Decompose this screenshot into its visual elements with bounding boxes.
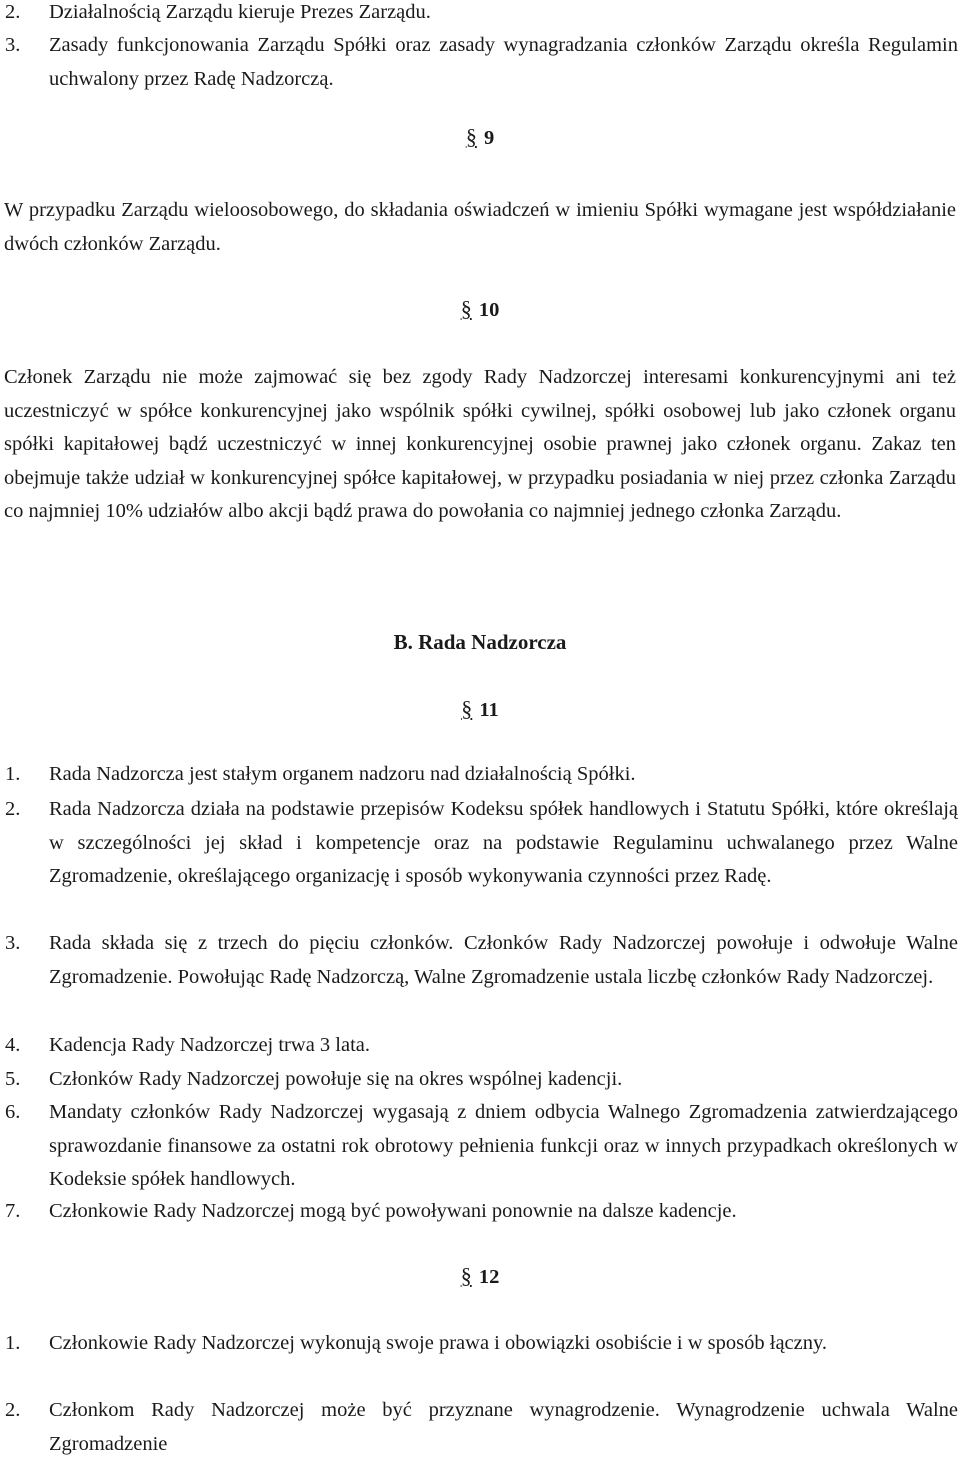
- list-item: [0, 1394, 958, 1461]
- paragraph-symbol: §: [465, 124, 477, 149]
- item-text: Rada Nadzorcza działa na podstawie przepisów Kodeksu spółek handlowych i Statutu Spółki, które określają w szczególności jej skład i kompetencje oraz na podstawie Regulaminu uchwalanego przez Walne Zgromadzenie, określającego organizację i sposób wykonywania czynności przez Radę.: [49, 798, 958, 887]
- list-item: [0, 0, 958, 30]
- list-item: [0, 1096, 958, 1197]
- section-number: 12: [478, 1266, 500, 1288]
- list-item: [0, 758, 958, 792]
- paragraph-text: W przypadku Zarządu wieloosobowego, do składania oświadczeń w imieniu Spółki wymagane jest współdziałanie dwóch członków Zarządu.: [4, 199, 956, 255]
- list-item: [0, 1195, 958, 1229]
- item-number: 3.: [5, 34, 21, 56]
- item-number: 1.: [5, 763, 21, 785]
- list-item: [0, 793, 958, 894]
- item-text: Rada Nadzorcza jest stałym organem nadzoru nad działalnością Spółki.: [49, 763, 636, 785]
- item-text: Członkowie Rady Nadzorczej mogą być powoływani ponownie na dalsze kadencje.: [49, 1200, 737, 1222]
- item-text: Rada składa się z trzech do pięciu członków. Członków Rady Nadzorczej powołuje i odwołuje Walne Zgromadzenie. Powołując Radę Nadzorczą, Walne Zgromadzenie ustala liczbę członków Rady Nadzorczej.: [49, 932, 958, 988]
- item-number: 1.: [5, 1332, 21, 1354]
- section-heading-10: [0, 296, 960, 322]
- item-text: Członkowie Rady Nadzorczej wykonują swoje prawa i obowiązki osobiście i w sposób łączny.: [49, 1332, 828, 1354]
- item-number: 3.: [5, 932, 21, 954]
- section-heading-9: [0, 124, 960, 150]
- item-text: Mandaty członków Rady Nadzorczej wygasają z dniem odbycia Walnego Zgromadzenia zatwierdzającego sprawozdanie finansowe za ostatni rok obrotowy pełnienia funkcji oraz w innych przypadkach określonych w Kodeksie spółek handlowych.: [49, 1101, 958, 1190]
- section-number: 9: [483, 127, 495, 149]
- section-heading-12: [0, 1263, 960, 1289]
- item-text: Kadencja Rady Nadzorczej trwa 3 lata.: [49, 1034, 371, 1056]
- section-number: 10: [478, 299, 500, 321]
- item-number: 2.: [5, 1399, 21, 1421]
- list-item: [0, 1029, 958, 1063]
- item-number: 4.: [5, 1034, 21, 1056]
- paragraph-symbol: §: [460, 296, 472, 321]
- item-number: 7.: [5, 1200, 21, 1222]
- section-heading-11: [0, 696, 960, 722]
- list-item: [0, 927, 958, 994]
- paragraph-symbol: §: [461, 696, 473, 721]
- item-number: 5.: [5, 1068, 21, 1090]
- list-item: [0, 29, 958, 96]
- item-number: 2.: [5, 1, 21, 23]
- item-number: 2.: [5, 798, 21, 820]
- list-item: [0, 1063, 958, 1097]
- item-text: Członkom Rady Nadzorczej może być przyznane wynagrodzenie. Wynagrodzenie uchwala Walne Zgromadzenie: [49, 1399, 958, 1455]
- paragraph-text: Członek Zarządu nie może zajmować się bez zgody Rady Nadzorczej interesami konkurencyjnymi ani też uczestniczyć w spółce konkurencyjnej jako wspólnik spółki cywilnej, spółki osobowej lub jako członek organu spółki kapitałowej bądź uczestniczyć w innej konkurencyjnej osobie prawnej jako członek organu. Zakaz ten obejmuje także udział w konkurencyjnej spółce kapitałowej, w przypadku posiadania w niej przez członka Zarządu co najmniej 10% udziałów albo akcji bądź prawa do powołania co najmniej jednego członka Zarządu.: [4, 366, 956, 522]
- paragraph-symbol: §: [460, 1263, 472, 1288]
- item-number: 6.: [5, 1101, 21, 1123]
- list-item: [0, 1327, 958, 1361]
- item-text: Zasady funkcjonowania Zarządu Spółki oraz zasady wynagradzania członków Zarządu określa Regulamin uchwalony przez Radę Nadzorczą.: [49, 34, 958, 90]
- item-text: Członków Rady Nadzorczej powołuje się na okres wspólnej kadencji.: [49, 1068, 623, 1090]
- item-text: Działalnością Zarządu kieruje Prezes Zarządu.: [49, 1, 431, 23]
- section-number: 11: [479, 699, 499, 721]
- section-b-heading: B. Rada Nadzorcza: [393, 630, 567, 654]
